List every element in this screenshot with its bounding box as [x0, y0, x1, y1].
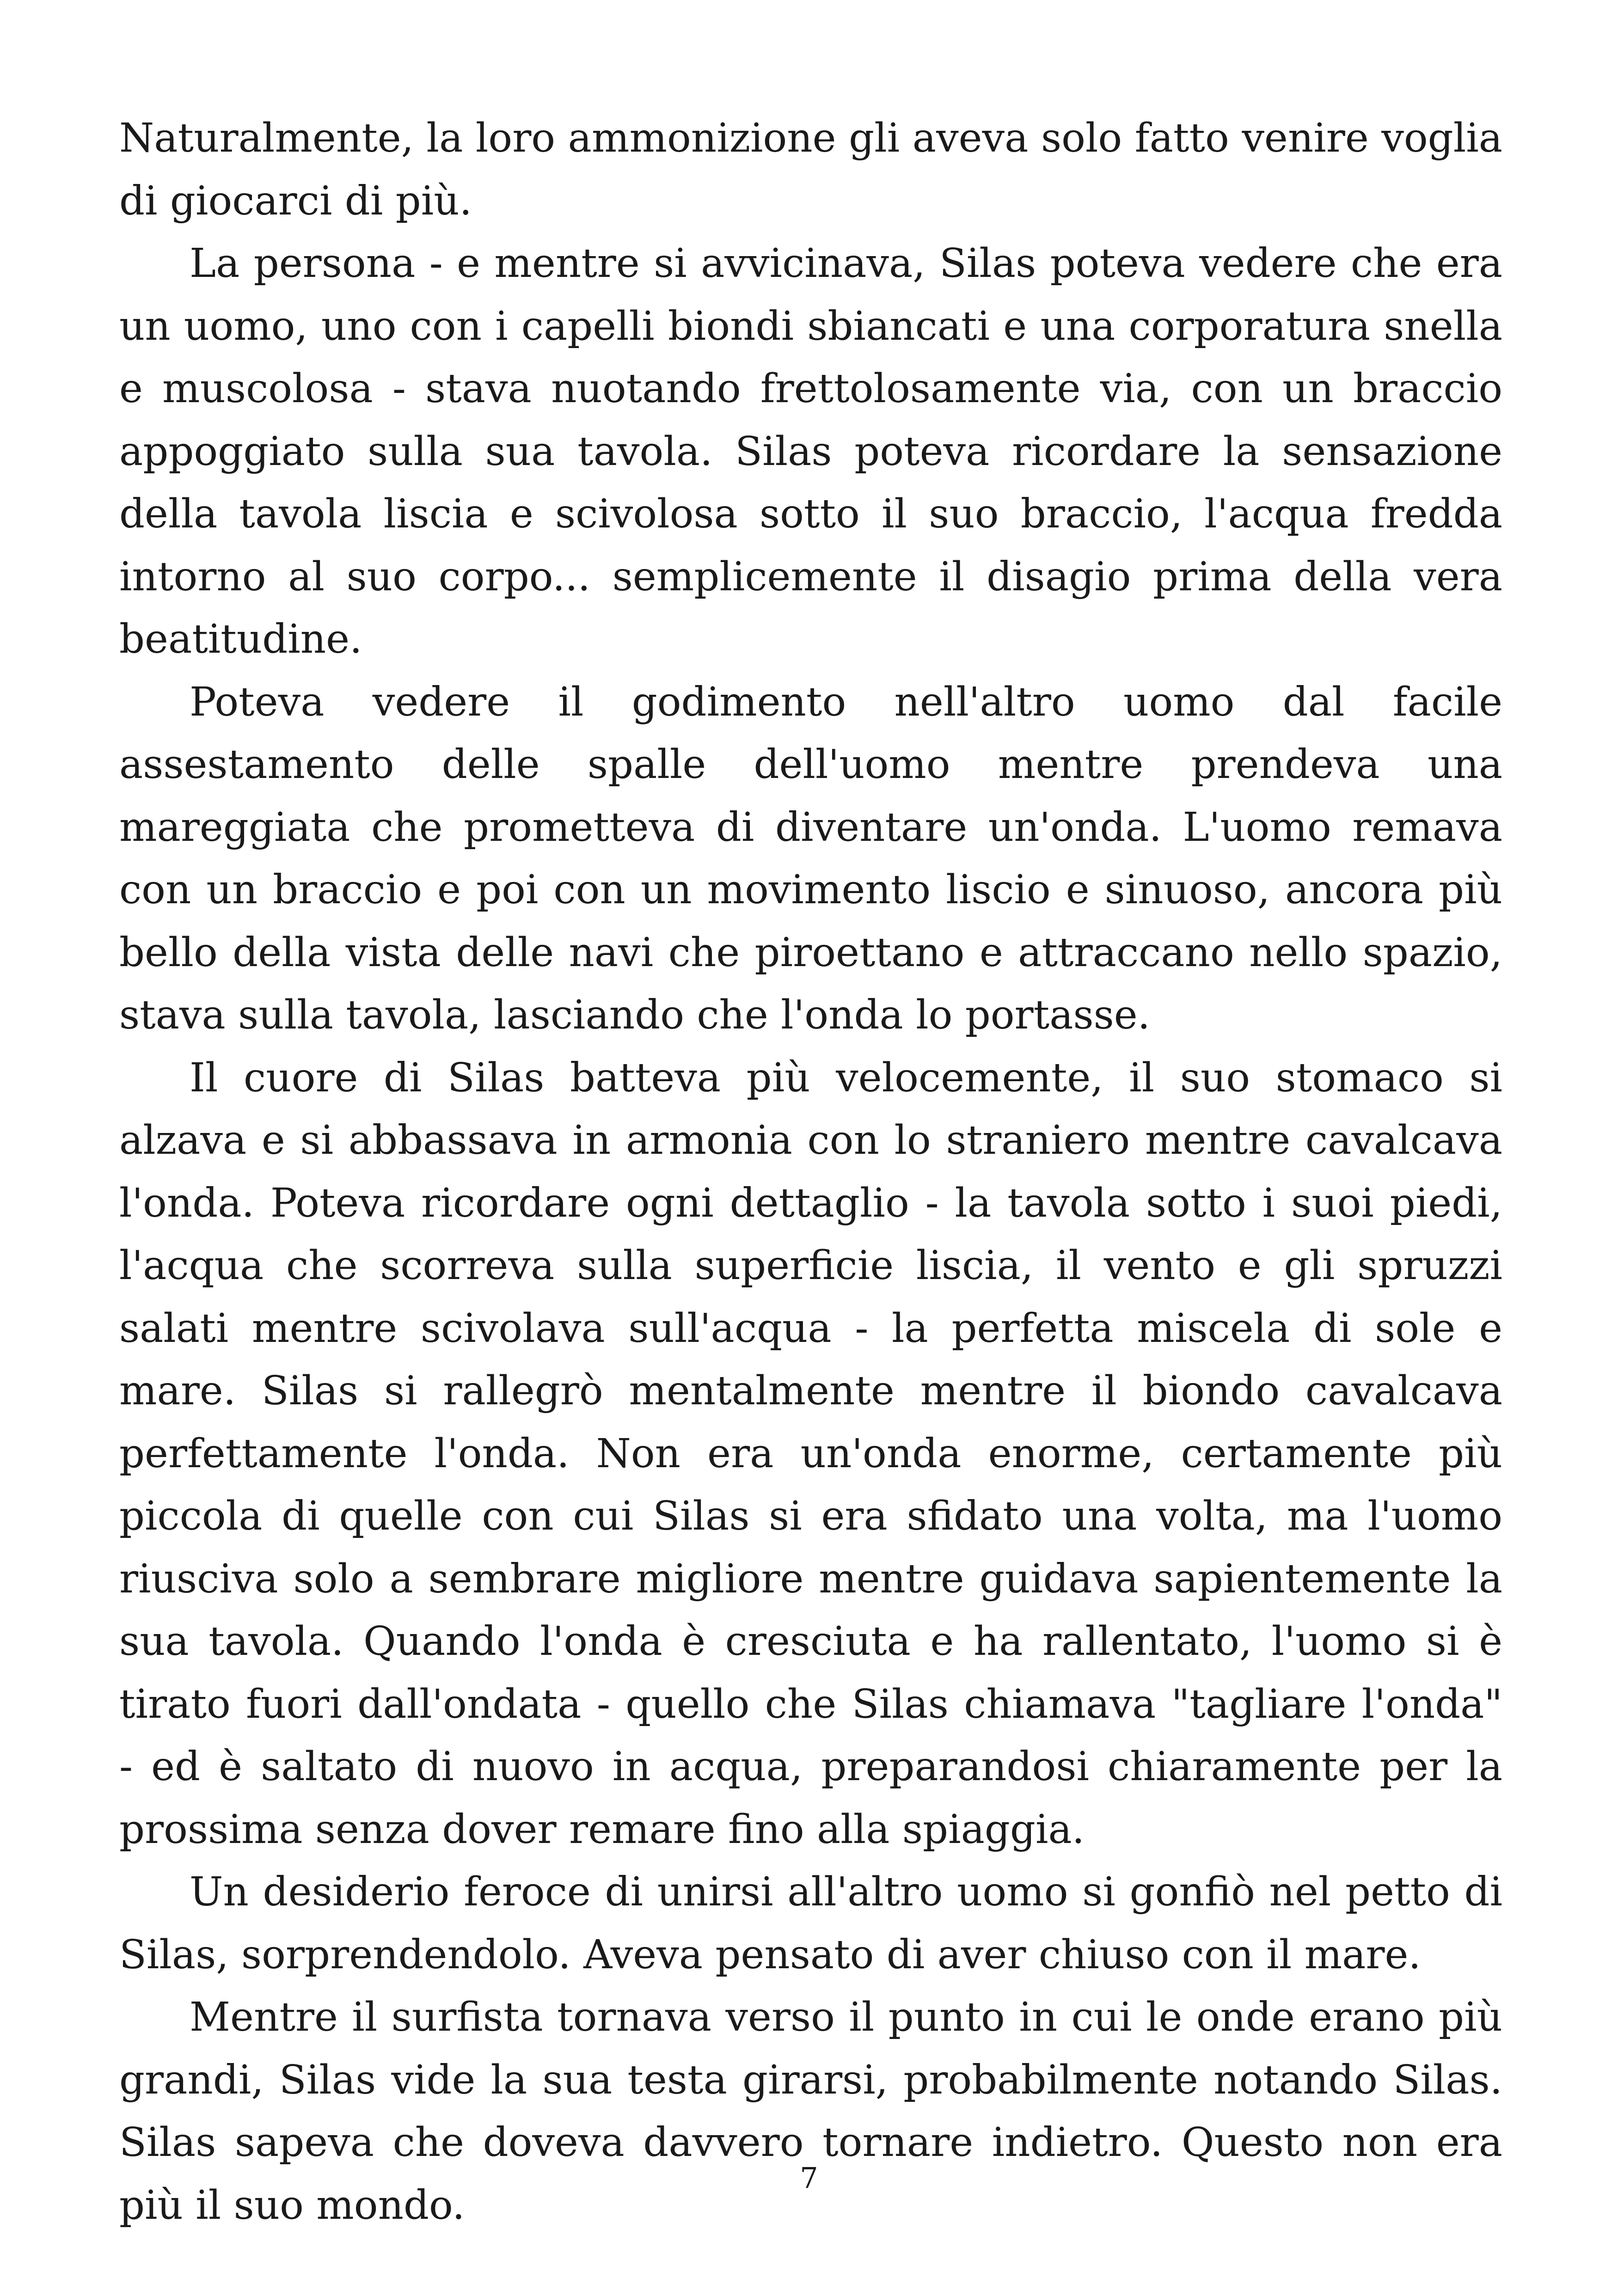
paragraph-3: Poteva vedere il godimento nell'altro uomo dal facile assestamento delle spalle dell'uomo mentre prendeva una mareggiata che prometteva di diventare un'onda. L'uomo remava con un braccio e poi con un movimento liscio e sinuoso, ancora più bello della vista delle navi che piroettano e attraccano nello spazio, stava sulla tavola, lasciando che l'onda lo portasse. [119, 679, 1502, 1038]
paragraph-2: La persona - e mentre si avvicinava, Silas poteva vedere che era un uomo, uno con i capelli biondi sbiancati e una corporatura snella e muscolosa - stava nuotando frettolosamente via, con un braccio appoggiato sulla sua tavola. Silas poteva ricordare la sensazione della tavola liscia e scivolosa sotto il suo braccio, l'acqua fredda intorno al suo corpo... semplicemente il disagio prima della vera beatitudine. [119, 240, 1502, 662]
page-number: 7 [800, 2161, 818, 2195]
paragraph-4: Il cuore di Silas batteva più velocemente, il suo stomaco si alzava e si abbassava in armonia con lo straniero mentre cavalcava l'onda. Poteva ricordare ogni dettaglio - la tavola sotto i suoi piedi, l'acqua che scorreva sulla superficie liscia, il vento e gli spruzzi salati mentre scivolava sull'acqua - la perfetta miscela di sole e mare. Silas si rallegrò mentalmente mentre il biondo cavalcava perfettamente l'onda. Non era un'onda enorme, certamente più piccola di quelle con cui Silas si era sfidato una volta, ma l'uomo riusciva solo a sembrare migliore mentre guidava sapientemente la sua tavola. Quando l'onda è cresciuta e ha rallentato, l'uomo si è tirato fuori dall'ondata - quello che Silas chiamava "tagliare l'onda" - ed è saltato di nuovo in acqua, preparandosi chiaramente per la prossima senza dover remare fino alla spiaggia. [119, 1054, 1502, 1853]
paragraph-1: Naturalmente, la loro ammonizione gli aveva solo fatto venire voglia di giocarci di più. [119, 115, 1502, 224]
body-text [119, 107, 1502, 2237]
paragraph-5: Un desiderio feroce di unirsi all'altro uomo si gonfiò nel petto di Silas, sorprendendolo. Aveva pensato di aver chiuso con il mare. [119, 1869, 1502, 1978]
paragraph-6: Mentre il surfista tornava verso il punto in cui le onde erano più grandi, Silas vide la sua testa girarsi, probabilmente notando Silas. Silas sapeva che doveva davvero tornare indietro. Questo non era più il suo mondo. [119, 1994, 1502, 2229]
